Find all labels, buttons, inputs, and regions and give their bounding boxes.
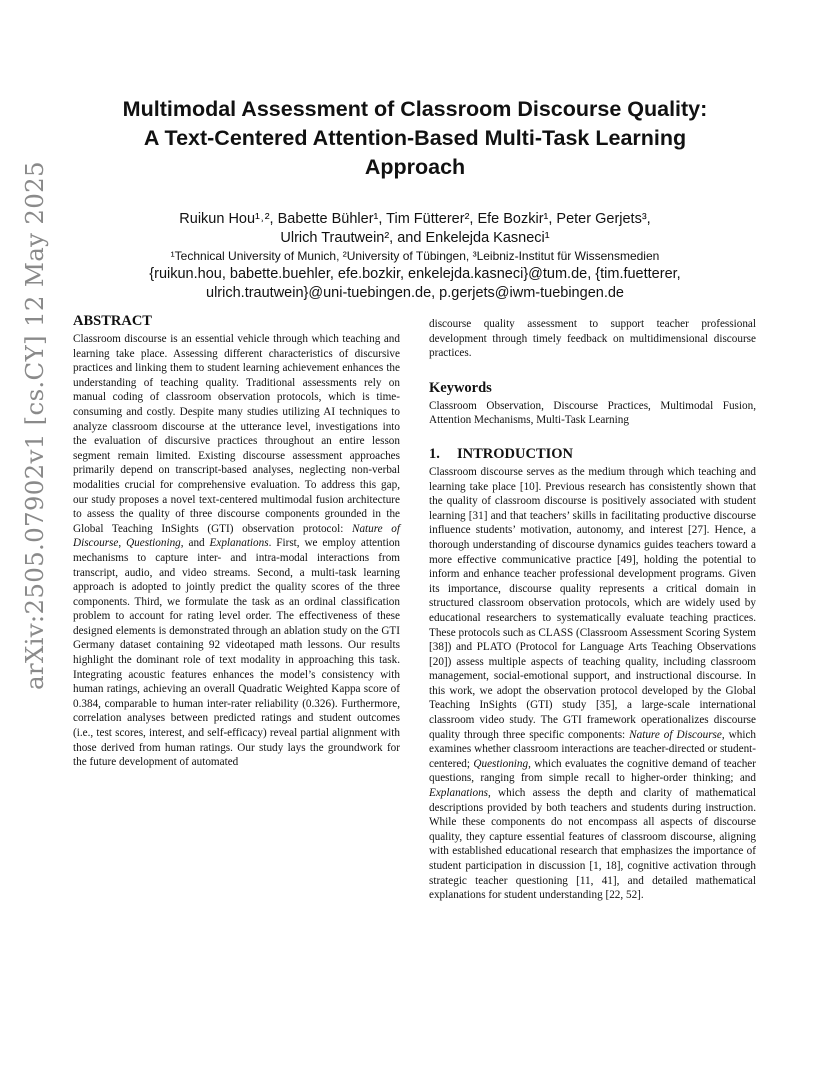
title-line: A Text-Centered Attention-Based Multi-Task Learning [143,126,687,150]
abstract-text-part: Classroom discourse is an essential vehicle through which teaching and learning take place. Assessing different characteristics of discursive practices and linking them to student learning achievement enhances the understanding of teaching quality. Traditional assessments rely on manual coding of classroom observation protocols, which is time-consuming and costly. Despite many studies utilizing AI techniques to analyze classroom discourse at the utterance level, investigations into the evaluation of discursive practices throughout an entire lesson segment remain limited. Existing discourse assessment approaches primarily depend on transcript-based analyses, neglecting non-verbal modalities crucial for comprehensive evaluation. To address this gap, our study proposes a novel text-centered multimodal fusion architecture to assess the quality of three discourse components grounded in the Global Teaching InSights (GTI) observation protocol: [73,333,400,535]
left-column [73,312,400,770]
component-name: Nature of Discourse [73,522,400,550]
title-line: Multimodal Assessment of Classroom Discourse Quality: [122,97,708,121]
section-title: INTRODUCTION [457,445,574,462]
component-name: Questioning [473,757,529,770]
intro-text-part: Classroom discourse serves as the medium through which teaching and learning take place [10]. Previous research has consistently shown that the quality of classroom discourse is positively associated with student learning [31] and that teachers’ skills in facilitating productive discourse influence students’ motivation, autonomy, and interest [27]. Hence, a thorough understanding of discourse dynamics guides teachers toward a more effective communicative practice [49], holding the potential to inform and enhance teacher professional development programs. Given its importance, discourse quality represents a critical domain in structured classroom observation protocols, which are widely used by educational researchers to systematically evaluate teaching practices. These protocols such as CLASS (Classroom Assessment Scoring System [38]) and PLATO (Protocol for Language Arts Teaching Observations [20]) assess multiple aspects of teaching quality, including classroom management, social-emotional support, and instructional discourse. In this work, we adopt the observation protocol developed by the Global Teaching InSights (GTI) study [35], a large-scale international classroom video study. The GTI framework operationalizes discourse quality through three specific components: [429,465,756,741]
intro-text-part: , which assess the depth and clarity of mathematical descriptions provided by both teachers and students during instruction. While these components do not encompass all aspects of discourse quality, they capture essential features of classroom discourse, aligning with established educational research that emphasizes the importance of student participation in discussion [1, 18], cognitive activation through strategic teacher questioning [11, 41], and detailed mathematical explanations for student understanding [22, 52]. [429,787,756,902]
right-column [429,317,756,903]
author-block [70,210,760,303]
section-number: 1. [429,445,440,462]
component-name: Explanations [209,537,269,550]
component-name: Questioning [126,537,181,550]
keywords-text: Classroom Observation, Discourse Practices, Multimodal Fusion, Attention Mechanisms, Multi-Task Learning [429,399,756,427]
paper-title [70,95,760,182]
intro-text-part: , which examines whether classroom interactions are teacher-directed or student-centered; [429,728,757,770]
intro-text-part: , which evaluates the cognitive demand of teacher questions, ranging from simple recall to higher-order thinking; and [429,757,756,785]
component-name: Explanations [429,787,489,800]
author-emails[interactable]: {ruikun.hou, babette.buehler, efe.bozkir, enkelejda.kasneci}@tum.de, {tim.fuetterer, [149,266,681,282]
author-emails[interactable]: ulrich.trautwein}@uni-tuebingen.de, p.gerjets@iwm-tuebingen.de [206,285,624,301]
author-list: Ulrich Trautwein², and Enkelejda Kasneci¹ [280,230,550,246]
separator: , and [180,537,210,550]
arxiv-identifier[interactable]: arXiv:2505.07902v1 [cs.CY] 12 May 2025 [20,161,49,690]
abstract-heading: ABSTRACT [73,313,152,329]
keywords-heading: Keywords [429,379,492,396]
author-list: Ruikun Hou¹˒², Babette Bühler¹, Tim Fütterer², Efe Bozkir¹, Peter Gerjets³, [179,211,651,227]
abstract-text [73,332,400,770]
separator: , [118,537,127,550]
abstract-continuation: discourse quality assessment to support teacher professional development through timely feedback on multidimensional discourse practices. [429,318,756,360]
title-line: Approach [364,155,466,179]
abstract-text-part: . First, we employ attention mechanisms to capture inter- and intra-modal interactions from transcript, audio, and video streams. Second, a multi-task learning approach is adopted to jointly predict the quality scores of the three components. Third, we formulate the task as an ordinal classification problem to account for rating level order. The effectiveness of these designed elements is demonstrated through an ablation study on the GTI Germany dataset containing 92 videotaped math lessons. Our results highlight the dominant role of text modality in approaching this task. Integrating acoustic features enhances the model’s consistency with human ratings, achieving an overall Quadratic Weighted Kappa score of 0.384, comparable to human inter-rater reliability (0.326). Furthermore, correlation analyses between predicted ratings and student outcomes (i.e., test scores, interest, and self-efficacy) reveal partial alignment with those derived from human ratings. Our study lays the groundwork for the future development of automated [73,537,401,769]
introduction-heading [429,445,756,463]
introduction-text [429,465,756,903]
affiliations: ¹Technical University of Munich, ²University of Tübingen, ³Leibniz-Institut für Wissensmedien [170,249,660,263]
component-name: Nature of Discourse [629,728,722,741]
